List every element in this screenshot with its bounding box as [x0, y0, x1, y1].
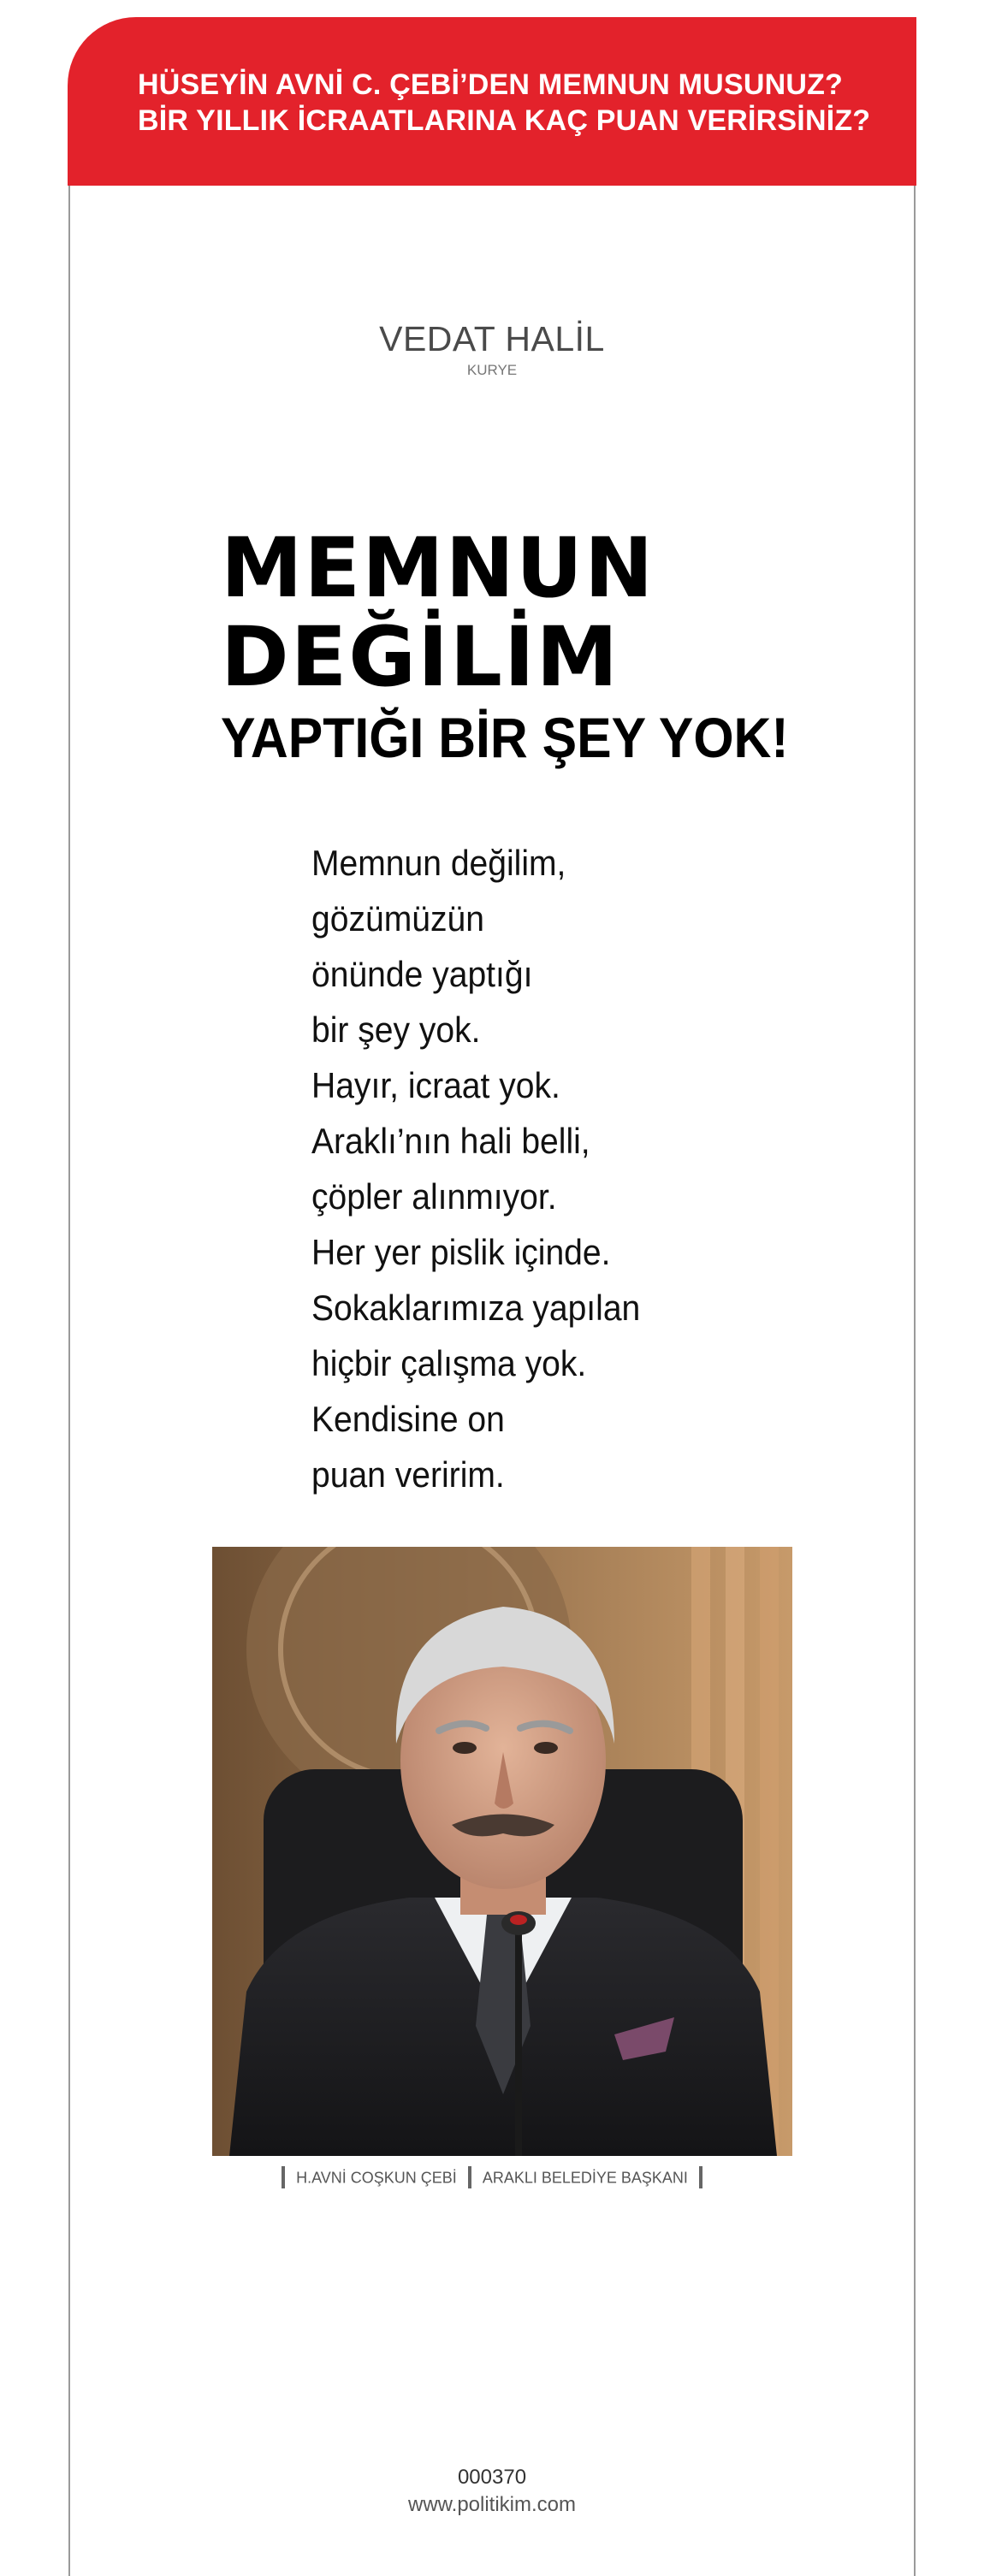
article-body — [311, 835, 665, 1502]
body-line: Araklı’nın hali belli, — [311, 1121, 590, 1161]
body-line: Hayır, icraat yok. — [311, 1065, 560, 1105]
body-line: puan veririm. — [311, 1454, 505, 1495]
footer-code: 000370 — [457, 2466, 527, 2489]
banner-question-line-1: HÜSEYİN AVNİ C. ÇEBİ’DEN MEMNUN MUSUNUZ? — [138, 68, 844, 101]
portrait-illustration — [212, 1547, 792, 2156]
headline-line-1: MEMNUN — [221, 520, 655, 616]
frame-right-border — [914, 186, 916, 2576]
header-banner — [68, 17, 916, 186]
caption-person-name: H.AVNİ COŞKUN ÇEBİ — [296, 2169, 457, 2187]
body-line: Sokaklarımıza yapılan — [311, 1288, 641, 1328]
headline — [221, 520, 838, 770]
body-line: Kendisine on — [311, 1399, 505, 1439]
body-line: bir şey yok. — [311, 1010, 481, 1050]
footer-website: www.politikim.com — [407, 2493, 577, 2516]
headline-line-2: DEĞİLİM — [221, 609, 620, 705]
frame-left-border — [68, 186, 70, 2576]
author-role: KURYE — [466, 362, 518, 378]
body-line: gözümüzün — [311, 898, 484, 939]
caption-divider — [468, 2166, 471, 2188]
author-block — [0, 318, 984, 380]
body-line: çöpler alınmıyor. — [311, 1176, 557, 1217]
body-line: önünde yaptığı — [311, 954, 533, 994]
photo-caption — [0, 2163, 984, 2191]
portrait-photo — [212, 1547, 792, 2156]
body-line: hiçbir çalışma yok. — [311, 1343, 587, 1383]
footer — [0, 2464, 984, 2519]
headline-subtitle: YAPTIĞI BİR ŞEY YOK! — [221, 706, 789, 769]
body-line: Her yer pislik içinde. — [311, 1232, 611, 1272]
caption-divider — [282, 2166, 285, 2188]
caption-divider — [699, 2166, 702, 2188]
banner-question-line-2: BİR YILLIK İCRAATLARINA KAÇ PUAN VERİRSİNİZ? — [138, 104, 871, 137]
body-line: Memnun değilim, — [311, 843, 566, 883]
author-name: VEDAT HALİL — [379, 319, 605, 358]
caption-person-title: ARAKLI BELEDİYE BAŞKANI — [482, 2169, 688, 2187]
